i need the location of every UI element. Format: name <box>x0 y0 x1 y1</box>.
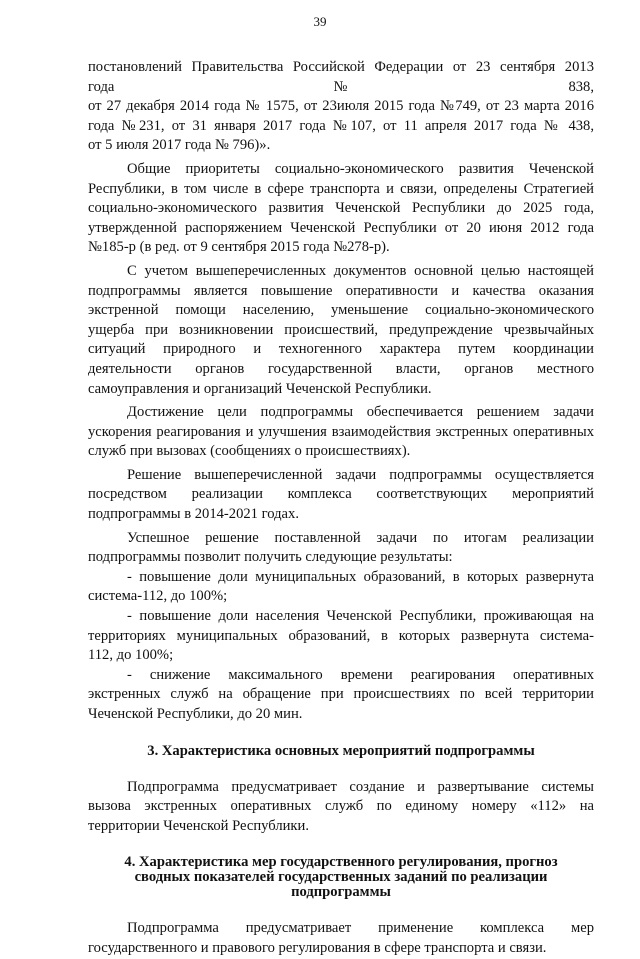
text-line: экстренных служб на обращение при происшествиях по всей территории <box>88 686 594 703</box>
text-line: Достижение цели подпрограммы обеспечивается решением задачи <box>127 404 594 421</box>
text-line: ущерба при возникновении происшествий, предупреждение чрезвычайных <box>88 321 594 338</box>
list-item-result-2 <box>88 607 594 666</box>
text-line: социально-экономического развития Чеченской Республики до 2025 года, <box>88 200 594 217</box>
text-line: - повышение доли населения Чеченской Республики, проживающая на <box>127 608 594 625</box>
list-item-result-3 <box>88 666 594 725</box>
text-line: Успешное решение поставленной задачи по итогам реализации <box>127 529 594 546</box>
text-line: №185-р (в ред. от 9 сентября 2015 года №278-р). <box>88 239 390 256</box>
text-line: Подпрограмма предусматривает создание и развертывание системы <box>127 778 594 795</box>
text-line: Чеченской Республики, до 20 мин. <box>88 706 303 722</box>
text-line: от 27 декабря 2014 года № 1575, от 23июля 2015 года №749, от 23 марта 2016 <box>88 98 594 115</box>
text-line: система-112, до 100%; <box>88 588 228 605</box>
page-body <box>88 58 594 959</box>
page-number: 39 <box>313 14 327 29</box>
text-line: - повышение доли муниципальных образований, в которых развернута <box>127 568 594 585</box>
text-line: подпрограммы позволит получить следующие результаты: <box>88 549 453 566</box>
text-line: территориях муниципальных образований, в которых развернута система- <box>88 627 594 644</box>
text-line: посредством реализации комплекса соответствующих мероприятий <box>88 486 594 503</box>
text-line: года №231, от 31 января 2017 года №107, от 11 апреля 2017 года № 438, <box>88 117 594 134</box>
text-line: подпрограммы является повышение оперативности и качества оказания <box>88 282 594 299</box>
text-line: Общие приоритеты социально-экономического развития Чеченской <box>127 160 594 177</box>
text-line: 112, до 100%; <box>88 647 174 664</box>
text-line: от 5 июля 2017 года № 796)». <box>88 137 271 154</box>
paragraph-activities <box>88 778 594 837</box>
text-line: постановлений Правительства Российской Федерации от 23 сентября 2013 <box>88 59 594 75</box>
text-line: государственного и правового регулирования в сфере транспорта и связи. <box>88 939 547 956</box>
paragraph-regulation <box>88 919 594 958</box>
paragraph-decree-references <box>88 58 594 156</box>
text-line: подпрограммы в 2014-2021 годах. <box>88 506 299 523</box>
paragraph-results-intro <box>88 529 594 568</box>
text-line: С учетом вышеперечисленных документов основной целью настоящей <box>127 262 594 279</box>
text-line: утвержденной распоряжением Чеченской Республики от 20 июня 2012 года <box>88 219 594 236</box>
text-line: вызова экстренных оперативных служб по единому номеру «112» на <box>88 798 594 815</box>
paragraph-goal-achievement <box>88 403 594 462</box>
heading-line: сводных показателей государственных заданий по реализации <box>134 869 548 886</box>
text-line: Решение вышеперечисленной задачи подпрограммы осуществляется <box>127 466 594 483</box>
heading-line: 4. Характеристика мер государственного регулирования, прогноз <box>124 854 558 871</box>
section-heading-3: 3. Характеристика основных мероприятий подпрограммы <box>147 742 535 759</box>
list-item-result-1 <box>88 568 594 607</box>
text-line: ускорения реагирования и улучшения взаимодействия экстренных оперативных <box>88 423 594 440</box>
text-line: деятельности органов государственной власти, органов местного <box>88 360 594 377</box>
text-line: Республики, в том числе в сфере транспорта и связи, определены Стратегией <box>88 180 594 197</box>
paragraph-task-solution <box>88 466 594 525</box>
paragraph-main-goal <box>88 262 594 399</box>
text-line: года № 838, <box>88 78 594 95</box>
text-line: самоуправления и организаций Чеченской Республики. <box>88 380 432 397</box>
heading-line: подпрограммы <box>291 884 391 901</box>
text-line: территории Чеченской Республики. <box>88 817 309 834</box>
text-line: служб при вызовах (сообщениях о происшествиях). <box>88 443 411 460</box>
text-line: ситуаций природного и техногенного характера путем координации <box>88 341 594 358</box>
text-line: экстренной помощи населению, уменьшение социально-экономического <box>88 302 594 319</box>
paragraph-priorities <box>88 160 594 258</box>
text-line: Подпрограмма предусматривает применение комплекса мер <box>127 920 594 937</box>
text-line: - снижение максимального времени реагирования оперативных <box>127 666 594 683</box>
section-heading-4 <box>88 855 594 900</box>
